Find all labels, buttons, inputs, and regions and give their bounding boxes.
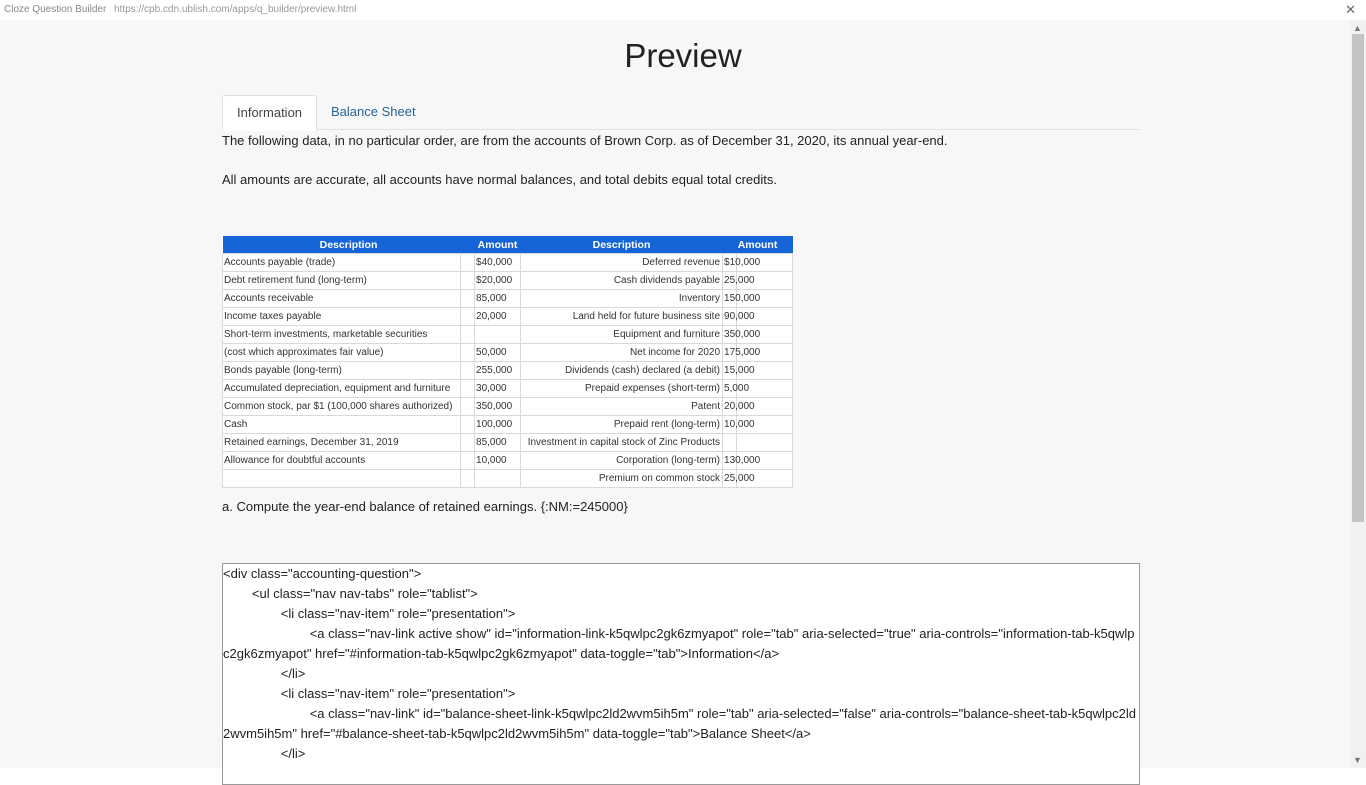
description-cell: Dividends (cash) declared (a debit) bbox=[521, 362, 723, 380]
amount-cell: $20,000 bbox=[475, 272, 521, 290]
description-cell: (cost which approximates fair value) bbox=[223, 344, 461, 362]
spacer-cell bbox=[461, 362, 475, 380]
header-description-1: Description bbox=[223, 236, 475, 254]
amount-cell: 5,000 bbox=[723, 380, 737, 398]
spacer-cell bbox=[461, 272, 475, 290]
code-line: <a class="nav-link active show" id="information-link-k5qwlpc2gk6zmyapot" role="tab" aria-selected="true" aria-controls="information-tab-k5qwlpc2gk6zmyapot" href="#information-tab-k5qwlpc2gk6zmyapot" data-toggle="tab">Information</a> bbox=[223, 626, 1135, 661]
description-cell: Accounts payable (trade) bbox=[223, 254, 461, 272]
description-cell: Prepaid rent (long-term) bbox=[521, 416, 723, 434]
code-line: </li> bbox=[223, 666, 306, 681]
browser-title-bar bbox=[0, 0, 1366, 20]
table-row bbox=[223, 254, 793, 272]
description-cell: Allowance for doubtful accounts bbox=[223, 452, 461, 470]
amount-cell: 85,000 bbox=[475, 290, 521, 308]
amount-cell: 10,000 bbox=[475, 452, 521, 470]
header-description-2: Description bbox=[521, 236, 723, 254]
close-icon[interactable]: ✕ bbox=[1345, 2, 1356, 17]
header-amount-2: Amount bbox=[723, 236, 793, 254]
intro-paragraph: The following data, in no particular order, are from the accounts of Brown Corp. as of December 31, 2020, its annual year-end. bbox=[222, 133, 948, 148]
url-text[interactable]: https://cpb.cdn.ublish.com/apps/q_builder/preview.html bbox=[114, 4, 357, 15]
page-content bbox=[0, 20, 1350, 768]
amount-cell: 100,000 bbox=[475, 416, 521, 434]
amount-cell: 25,000 bbox=[723, 470, 737, 488]
table-row bbox=[223, 290, 793, 308]
page-title: Preview bbox=[624, 37, 742, 74]
amount-cell: 255,000 bbox=[475, 362, 521, 380]
table-row bbox=[223, 326, 793, 344]
description-cell: Accounts receivable bbox=[223, 290, 461, 308]
code-line: <div class="accounting-question"> bbox=[223, 566, 422, 581]
spacer-cell bbox=[461, 470, 475, 488]
description-cell: Patent bbox=[521, 398, 723, 416]
scroll-up-icon[interactable]: ▲ bbox=[1353, 23, 1362, 33]
accounts-table bbox=[222, 236, 793, 488]
description-cell: Accumulated depreciation, equipment and furniture bbox=[223, 380, 461, 398]
amount-cell: $40,000 bbox=[475, 254, 521, 272]
amount-cell: 15,000 bbox=[723, 362, 737, 380]
description-cell: Premium on common stock bbox=[521, 470, 723, 488]
table-header-row bbox=[223, 236, 793, 254]
code-line: <a class="nav-link" id="balance-sheet-link-k5qwlpc2ld2wvm5ih5m" role="tab" aria-selected="false" aria-controls="balance-sheet-tab-k5qwlpc2ld2wvm5ih5m" href="#balance-sheet-tab-k5qwlpc2ld2wvm5ih5m" data-toggle="tab">Balance Sheet</a> bbox=[223, 706, 1136, 741]
header-amount-1: Amount bbox=[475, 236, 521, 254]
spacer-cell bbox=[461, 344, 475, 362]
app-title: Cloze Question Builder bbox=[4, 4, 107, 15]
code-line: <li class="nav-item" role="presentation"> bbox=[223, 686, 516, 701]
amount-cell: 20,000 bbox=[475, 308, 521, 326]
code-line: <ul class="nav nav-tabs" role="tablist"> bbox=[223, 586, 478, 601]
vertical-scrollbar[interactable] bbox=[1350, 20, 1366, 768]
table-row bbox=[223, 434, 793, 452]
scrollbar-thumb[interactable] bbox=[1352, 34, 1364, 522]
amount-cell: 50,000 bbox=[475, 344, 521, 362]
description-cell: Land held for future business site bbox=[521, 308, 723, 326]
tab-information[interactable]: Information bbox=[222, 95, 317, 131]
amount-cell bbox=[475, 470, 521, 488]
tab-bar bbox=[222, 95, 1140, 130]
description-cell bbox=[223, 470, 461, 488]
description-cell: Investment in capital stock of Zinc Products bbox=[521, 434, 723, 452]
code-line: </li> bbox=[223, 746, 306, 761]
table-row bbox=[223, 380, 793, 398]
table-row bbox=[223, 416, 793, 434]
description-cell: Prepaid expenses (short-term) bbox=[521, 380, 723, 398]
spacer-cell bbox=[461, 416, 475, 434]
spacer-cell bbox=[461, 308, 475, 326]
description-cell: Debt retirement fund (long-term) bbox=[223, 272, 461, 290]
question-text: a. Compute the year-end balance of retained earnings. {:NM:=245000} bbox=[222, 499, 628, 514]
amount-cell: 20,000 bbox=[723, 398, 737, 416]
description-cell: Income taxes payable bbox=[223, 308, 461, 326]
description-cell: Net income for 2020 bbox=[521, 344, 723, 362]
description-cell: Cash bbox=[223, 416, 461, 434]
description-cell: Bonds payable (long-term) bbox=[223, 362, 461, 380]
table-row bbox=[223, 398, 793, 416]
description-cell: Corporation (long-term) bbox=[521, 452, 723, 470]
table-row bbox=[223, 344, 793, 362]
amount-cell: 30,000 bbox=[475, 380, 521, 398]
spacer-cell bbox=[461, 452, 475, 470]
table-row bbox=[223, 362, 793, 380]
description-cell: Cash dividends payable bbox=[521, 272, 723, 290]
amount-cell: $10,000 bbox=[723, 254, 737, 272]
amount-cell: 350,000 bbox=[475, 398, 521, 416]
spacer-cell bbox=[461, 254, 475, 272]
description-cell: Inventory bbox=[521, 290, 723, 308]
amount-cell: 85,000 bbox=[475, 434, 521, 452]
description-cell: Equipment and furniture bbox=[521, 326, 723, 344]
amount-cell: 175,000 bbox=[723, 344, 737, 362]
note-paragraph: All amounts are accurate, all accounts have normal balances, and total debits equal total credits. bbox=[222, 172, 777, 187]
scroll-down-icon[interactable]: ▼ bbox=[1353, 755, 1362, 765]
description-cell: Deferred revenue bbox=[521, 254, 723, 272]
code-line: <li class="nav-item" role="presentation"> bbox=[223, 606, 516, 621]
tab-balance-sheet[interactable]: Balance Sheet bbox=[331, 104, 416, 119]
amount-cell: 90,000 bbox=[723, 308, 737, 326]
amount-cell: 10,000 bbox=[723, 416, 737, 434]
description-cell: Retained earnings, December 31, 2019 bbox=[223, 434, 461, 452]
amount-cell: 350,000 bbox=[723, 326, 737, 344]
amount-cell: 150,000 bbox=[723, 290, 737, 308]
html-source-textarea[interactable] bbox=[222, 563, 1140, 785]
amount-cell: 25,000 bbox=[723, 272, 737, 290]
description-cell: Common stock, par $1 (100,000 shares authorized) bbox=[223, 398, 461, 416]
amount-cell bbox=[475, 326, 521, 344]
spacer-cell bbox=[461, 434, 475, 452]
table-row bbox=[223, 308, 793, 326]
spacer-cell bbox=[737, 434, 793, 452]
amount-cell bbox=[723, 434, 737, 452]
table-row bbox=[223, 272, 793, 290]
description-cell: Short-term investments, marketable securities bbox=[223, 326, 461, 344]
spacer-cell bbox=[461, 326, 475, 344]
spacer-cell bbox=[461, 290, 475, 308]
spacer-cell bbox=[461, 398, 475, 416]
amount-cell: 130,000 bbox=[723, 452, 737, 470]
spacer-cell bbox=[461, 380, 475, 398]
table-row bbox=[223, 470, 793, 488]
table-row bbox=[223, 452, 793, 470]
